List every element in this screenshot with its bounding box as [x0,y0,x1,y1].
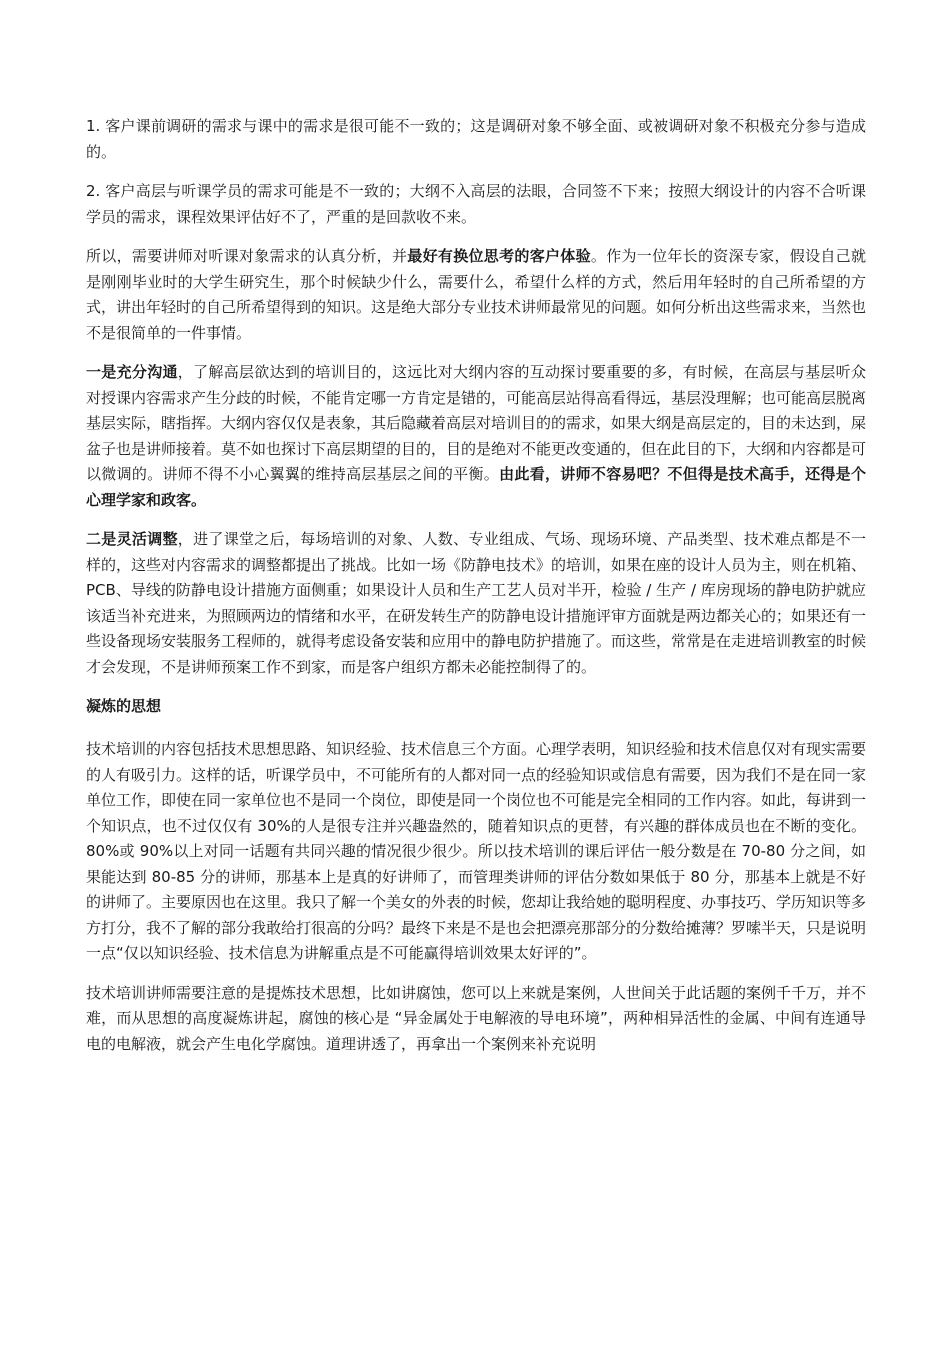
paragraph-7-text: 技术培训讲师需要注意的是提炼技术思想，比如讲腐蚀，您可以上来就是案例，人世间关于此话题的案例千千万，并不难，而从思想的高度凝炼讲起，腐蚀的核心是 “异金属处于电解液的导电环境”，两种相异活性的金属、中间有连通导电的电解液，就会产生电化学腐蚀。道理讲透了，再拿出一个案例来补充说明 [86,983,867,1053]
paragraph-2-text: 2. 客户高层与听课学员的需求可能是不一致的；大纲不入高层的法眼，合同签不下来；按照大纲设计的内容不合听课学员的需求，课程效果评估好不了，严重的是回款收不来。 [86,182,866,226]
paragraph-4 [86,360,866,513]
paragraph-3-emphasis: 最好有换位思考的客户体验 [407,247,591,265]
paragraph-3-text-a: 所以，需要讲师对听课对象需求的认真分析，并 [86,247,408,265]
paragraph-4-text: ，了解高层欲达到的培训目的，这远比对大纲内容的互动探讨要重要的多，有时候，在高层与基层听众对授课内容需求产生分歧的时候，不能肯定哪一方肯定是错的，可能高层站得高看得远，基层没理解；也可能高层脱离基层实际，瞎指挥。大纲内容仅仅是表象，其后隐藏着高层对培训目的的需求，如果大纲是高层定的，目的未达到，屎盆子也是讲师接着。莫不如也探讨下高层期望的目的，目的是绝对不能更改变通的，但在此目的下，大纲和内容都是可以微调的。讲师不得不小心翼翼的维持高层基层之间的平衡。 [86,363,867,483]
section-heading: 凝炼的思想 [86,697,162,715]
paragraph-5-lead: 二是灵活调整 [86,530,178,548]
paragraph-5-text: ，进了课堂之后，每场培训的对象、人数、专业组成、气场、现场环境、产品类型、技术难点都是不一样的，这些对内容需求的调整都提出了挑战。比如一场《防静电技术》的培训，如果在座的设计人员为主，则在机箱、PCB、导线的防静电设计措施方面侧重；如果设计人员和生产工艺人员对半开，检验 / 生产 / 库房现场的静电防护就应该适当补充进来，为照顾两边的情绪和水平，在研发转生产的防静电设计措施评审方面就是两边都关心的；如果还有一些设备现场安装服务工程师的，就得考虑设备安装和应用中的静电防护措施了。而这些，常常是在走进培训教室的时候才会发现，不是讲师预案工作不到家，而是客户组织方都未必能控制得了的。 [86,530,867,676]
paragraph-1-text: 1. 客户课前调研的需求与课中的需求是很可能不一致的；这是调研对象不够全面、或被调研对象不积极充分参与造成的。 [86,117,866,161]
document-page [86,114,866,1071]
paragraph-3 [86,244,866,346]
paragraph-4-lead: 一是充分沟通 [86,363,178,381]
paragraph-4-emphasis: 由此看，讲师不容易吧？不但得是技术高手，还得是个心理学家和政客。 [86,465,866,509]
paragraph-5 [86,527,866,680]
paragraph-2 [86,179,866,230]
paragraph-1 [86,114,866,165]
paragraph-6-text: 技术培训的内容包括技术思想思路、知识经验、技术信息三个方面。心理学表明，知识经验和技术信息仅对有现实需要的人有吸引力。这样的话，听课学员中，不可能所有的人都对同一点的经验知识或信息有需要，因为我们不是在同一家单位工作，即使在同一家单位也不是同一个岗位，即使是同一个岗位也不可能是完全相同的工作内容。如此，每讲到一个知识点，也不过仅仅有 30%的人是很专注并兴趣盎然的，随着知识点的更替，有兴趣的群体成员也在不断的变化。80%或 90%以上对同一话题有共同兴趣的情况很少很少。所以技术培训的课后评估一般分数是在 70-80 分之间，如果能达到 80-85 分的讲师，那基本上是真的好讲师了，而管理类讲师的评估分数如果低于 80 分，那基本上就是不好的讲师了。主要原因也在这里。我只了解一个美女的外表的时候，您却让我给她的聪明程度、办事技巧、学历知识等多方打分，我不了解的部分我敢给打很高的分吗？最终下来是不是也会把漂亮那部分的分数给摊薄？罗嗦半天，只是说明一点“仅以知识经验、技术信息为讲解重点是不可能赢得培训效果太好评的”。 [86,740,867,962]
paragraph-7 [86,981,866,1058]
paragraph-6 [86,737,866,967]
paragraph-3-text-b: 。作为一位年长的资深专家，假设自己就是刚刚毕业时的大学生研究生，那个时候缺少什么，需要什么，希望什么样的方式，然后用年轻时的自己所希望的方式，讲出年轻时的自己所希望得到的知识。这是绝大部分专业技术讲师最常见的问题。如何分析出这些需求来，当然也不是很简单的一件事情。 [86,247,867,342]
